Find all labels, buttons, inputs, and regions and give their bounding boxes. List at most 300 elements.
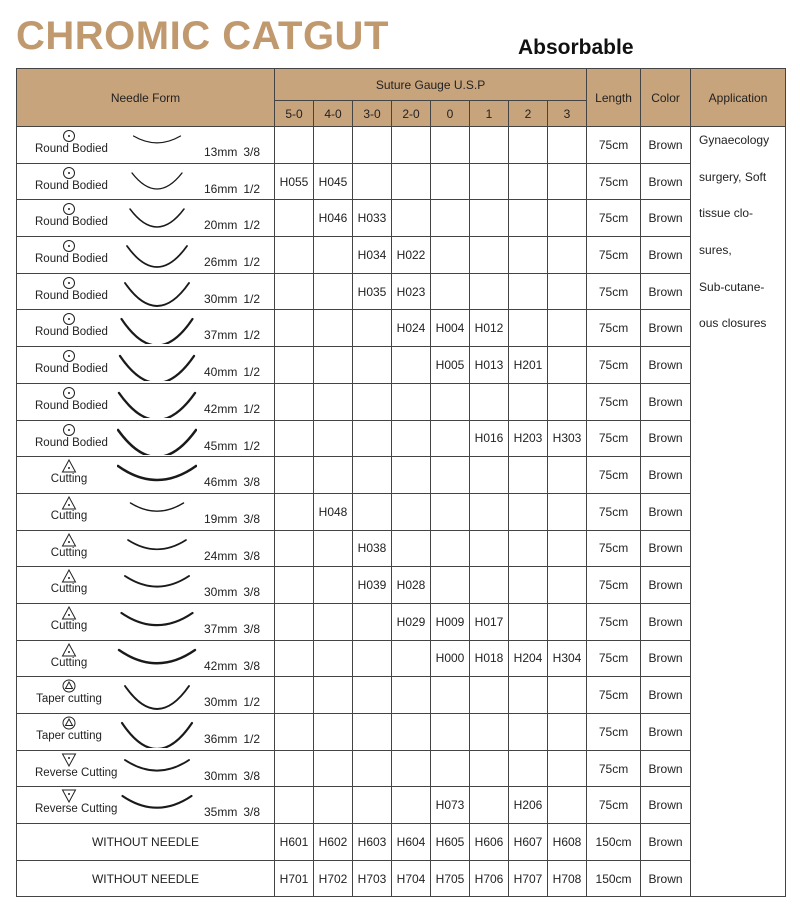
product-code-cell [392, 787, 431, 824]
needle-size: 30mm [204, 695, 238, 710]
color-cell: Brown [641, 127, 691, 164]
needle-size: 40mm [204, 365, 238, 380]
product-code-cell [353, 347, 392, 384]
length-cell: 75cm [587, 787, 641, 824]
length-cell: 75cm [587, 457, 641, 494]
product-code-cell [509, 530, 548, 567]
needle-curve-icon [117, 461, 197, 491]
product-code-cell [275, 530, 314, 567]
cutting-point-icon [61, 459, 77, 473]
length-header: Length [587, 69, 641, 127]
cutting-point-icon [61, 496, 77, 510]
product-code-cell: H034 [353, 237, 392, 274]
color-cell: Brown [641, 200, 691, 237]
product-code-cell [275, 640, 314, 677]
application-header: Application [691, 69, 786, 127]
needle-size: 24mm [204, 548, 238, 563]
point-type-label: Round Bodied [35, 289, 108, 302]
product-code-cell [431, 200, 470, 237]
gauge-header: 3-0 [353, 101, 392, 127]
needle-curvature: 1/2 [243, 218, 261, 233]
product-code-cell: H605 [431, 824, 470, 861]
product-code-cell [548, 347, 587, 384]
product-code-cell [431, 127, 470, 164]
length-cell: 75cm [587, 420, 641, 457]
product-code-cell: H029 [392, 603, 431, 640]
product-code-cell [470, 567, 509, 604]
product-code-cell: H603 [353, 824, 392, 861]
needle-curvature: 3/8 [243, 548, 261, 563]
product-code-cell [314, 750, 353, 787]
point-type-label: Cutting [50, 509, 88, 522]
product-code-cell [275, 420, 314, 457]
needle-curvature: 3/8 [243, 658, 261, 673]
needle-curve-icon [117, 645, 197, 675]
needle-form-cell [17, 163, 275, 200]
round-point-icon [61, 166, 77, 180]
product-code-cell [353, 310, 392, 347]
gauge-header: 0 [431, 101, 470, 127]
length-cell: 75cm [587, 677, 641, 714]
reverse-cutting-point-icon [61, 789, 77, 803]
point-type-label: Cutting [50, 473, 88, 486]
product-code-cell [509, 163, 548, 200]
product-code-cell [548, 127, 587, 164]
needle-curve-icon [117, 535, 197, 565]
product-code-cell [548, 603, 587, 640]
needle-curve-icon [117, 681, 197, 711]
table-row [17, 677, 786, 714]
product-code-cell: H604 [392, 824, 431, 861]
product-code-cell [548, 237, 587, 274]
product-code-cell [548, 200, 587, 237]
needle-size: 37mm [204, 621, 238, 636]
product-code-cell [392, 493, 431, 530]
point-type-label: Reverse Cutting [35, 766, 118, 779]
table-row [17, 200, 786, 237]
product-code-cell: H708 [548, 860, 587, 897]
needle-curvature: 3/8 [243, 768, 261, 783]
suture-spec-table [16, 68, 786, 897]
product-code-cell [548, 787, 587, 824]
product-code-cell [314, 347, 353, 384]
product-code-cell: H017 [470, 603, 509, 640]
product-code-cell [509, 750, 548, 787]
needle-curve-icon [117, 755, 197, 785]
needle-curvature: 1/2 [243, 365, 261, 380]
needle-form-cell [17, 383, 275, 420]
product-code-cell [353, 750, 392, 787]
product-code-cell [509, 273, 548, 310]
product-code-cell: H023 [392, 273, 431, 310]
product-code-cell: H073 [431, 787, 470, 824]
product-code-cell [392, 640, 431, 677]
product-code-cell [431, 457, 470, 494]
needle-form-cell [17, 567, 275, 604]
product-code-cell [509, 567, 548, 604]
length-cell: 150cm [587, 860, 641, 897]
point-type-label: Round Bodied [35, 326, 108, 339]
color-cell: Brown [641, 310, 691, 347]
table-row [17, 750, 786, 787]
product-code-cell [392, 714, 431, 751]
product-code-cell: H000 [431, 640, 470, 677]
product-code-cell [470, 750, 509, 787]
product-code-cell [353, 787, 392, 824]
point-type-label: Cutting [50, 619, 88, 632]
needle-form-cell [17, 750, 275, 787]
product-code-cell [275, 750, 314, 787]
point-type-label: Reverse Cutting [35, 803, 118, 816]
needle-curvature: 1/2 [243, 328, 261, 343]
needle-curve-icon [117, 351, 197, 381]
product-code-cell [314, 127, 353, 164]
product-code-cell: H018 [470, 640, 509, 677]
table-row [17, 824, 786, 861]
product-code-cell [275, 200, 314, 237]
gauge-header: 5-0 [275, 101, 314, 127]
round-point-icon [61, 423, 77, 437]
product-code-cell [314, 714, 353, 751]
needle-form-cell [17, 127, 275, 164]
product-code-cell [548, 750, 587, 787]
product-code-cell [548, 714, 587, 751]
product-code-cell [470, 200, 509, 237]
round-point-icon [61, 349, 77, 363]
application-line: surgery, Soft [699, 169, 767, 184]
product-code-cell: H703 [353, 860, 392, 897]
product-code-cell [548, 493, 587, 530]
product-code-cell: H013 [470, 347, 509, 384]
color-cell: Brown [641, 237, 691, 274]
product-code-cell [275, 310, 314, 347]
product-code-cell [392, 347, 431, 384]
product-code-cell [353, 163, 392, 200]
table-row [17, 127, 786, 164]
needle-size: 16mm [204, 181, 238, 196]
length-cell: 75cm [587, 383, 641, 420]
point-type-label: Round Bodied [35, 253, 108, 266]
product-code-cell: H004 [431, 310, 470, 347]
round-point-icon [61, 386, 77, 400]
product-code-cell: H701 [275, 860, 314, 897]
needle-form-cell [17, 457, 275, 494]
color-cell: Brown [641, 347, 691, 384]
product-code-cell: H606 [470, 824, 509, 861]
needle-curvature: 1/2 [243, 291, 261, 306]
color-cell: Brown [641, 714, 691, 751]
cutting-point-icon [61, 569, 77, 583]
needle-size: 42mm [204, 401, 238, 416]
product-code-cell [470, 273, 509, 310]
needle-curve-icon [117, 498, 197, 528]
product-code-cell [509, 237, 548, 274]
product-code-cell [431, 273, 470, 310]
product-code-cell [392, 163, 431, 200]
table-row [17, 787, 786, 824]
product-code-cell [314, 787, 353, 824]
product-code-cell [314, 420, 353, 457]
product-code-cell: H607 [509, 824, 548, 861]
cutting-point-icon [61, 606, 77, 620]
point-type-label: Taper cutting [36, 730, 102, 742]
product-code-cell: H022 [392, 237, 431, 274]
length-cell: 75cm [587, 273, 641, 310]
needle-size: 30mm [204, 585, 238, 600]
table-row [17, 714, 786, 751]
product-code-cell [509, 714, 548, 751]
product-code-cell: H055 [275, 163, 314, 200]
needle-form-cell [17, 677, 275, 714]
product-code-cell [431, 237, 470, 274]
product-code-cell: H045 [314, 163, 353, 200]
product-code-cell [353, 457, 392, 494]
product-code-cell [470, 383, 509, 420]
product-code-cell [314, 603, 353, 640]
color-cell: Brown [641, 824, 691, 861]
round-point-icon [61, 312, 77, 326]
length-cell: 75cm [587, 750, 641, 787]
needle-size: 45mm [204, 438, 238, 453]
point-type-label: Round Bodied [35, 179, 108, 192]
product-code-cell: H706 [470, 860, 509, 897]
length-cell: 75cm [587, 310, 641, 347]
needle-curvature: 1/2 [243, 401, 261, 416]
suture-gauge-header: Suture Gauge U.S.P [275, 69, 587, 101]
product-code-cell [548, 383, 587, 420]
product-code-cell: H602 [314, 824, 353, 861]
product-code-cell [509, 493, 548, 530]
product-code-cell [470, 714, 509, 751]
product-code-cell: H204 [509, 640, 548, 677]
product-code-cell [470, 493, 509, 530]
cutting-point-icon [61, 533, 77, 547]
needle-curvature: 1/2 [243, 438, 261, 453]
reverse-cutting-point-icon [61, 753, 77, 767]
needle-form-cell [17, 787, 275, 824]
table-row [17, 347, 786, 384]
product-code-cell [353, 714, 392, 751]
length-cell: 150cm [587, 824, 641, 861]
needle-curvature: 1/2 [243, 732, 261, 746]
round-point-icon [61, 239, 77, 253]
product-code-cell [392, 677, 431, 714]
needle-curvature: 1/2 [243, 695, 261, 710]
product-code-cell [548, 163, 587, 200]
product-code-cell [431, 677, 470, 714]
without-needle-label: WITHOUT NEEDLE [17, 860, 275, 897]
product-code-cell [548, 273, 587, 310]
product-code-cell [548, 530, 587, 567]
needle-size: 30mm [204, 768, 238, 783]
product-code-cell: H304 [548, 640, 587, 677]
point-type-label: Cutting [50, 546, 88, 559]
product-code-cell [275, 273, 314, 310]
product-code-cell [548, 677, 587, 714]
product-code-cell [353, 127, 392, 164]
needle-curve-icon [117, 608, 197, 638]
product-code-cell [392, 750, 431, 787]
color-cell: Brown [641, 640, 691, 677]
product-code-cell [275, 457, 314, 494]
needle-curve-icon [117, 571, 197, 601]
needle-form-cell [17, 310, 275, 347]
table-row [17, 310, 786, 347]
table-row [17, 163, 786, 200]
product-code-cell [275, 603, 314, 640]
product-code-cell [275, 787, 314, 824]
product-code-cell: H702 [314, 860, 353, 897]
product-code-cell: H009 [431, 603, 470, 640]
product-code-cell [548, 457, 587, 494]
product-code-cell: H005 [431, 347, 470, 384]
needle-curve-icon [117, 204, 197, 234]
needle-curvature: 3/8 [243, 805, 261, 820]
needle-size: 20mm [204, 218, 238, 233]
product-code-cell [431, 567, 470, 604]
table-row [17, 640, 786, 677]
product-code-cell [275, 383, 314, 420]
table-row [17, 457, 786, 494]
product-code-cell: H704 [392, 860, 431, 897]
application-line: sures, [699, 243, 732, 258]
needle-form-cell [17, 530, 275, 567]
product-code-cell: H608 [548, 824, 587, 861]
product-code-cell [275, 677, 314, 714]
product-code-cell [509, 677, 548, 714]
product-code-cell [353, 383, 392, 420]
needle-curvature: 3/8 [243, 475, 261, 490]
gauge-header: 1 [470, 101, 509, 127]
product-code-cell [275, 347, 314, 384]
length-cell: 75cm [587, 714, 641, 751]
product-code-cell [392, 127, 431, 164]
product-code-cell [431, 383, 470, 420]
needle-size: 26mm [204, 255, 238, 270]
color-cell: Brown [641, 750, 691, 787]
product-code-cell [470, 163, 509, 200]
product-code-cell: H039 [353, 567, 392, 604]
application-line: Sub-cutane- [699, 279, 765, 294]
product-code-cell: H201 [509, 347, 548, 384]
application-line: Gynaecology [699, 133, 770, 147]
needle-curve-icon [117, 241, 197, 271]
application-cell [691, 127, 786, 897]
needle-size: 35mm [204, 805, 238, 820]
length-cell: 75cm [587, 640, 641, 677]
round-point-icon [61, 276, 77, 290]
color-cell: Brown [641, 567, 691, 604]
product-code-cell [392, 530, 431, 567]
product-code-cell [353, 677, 392, 714]
length-cell: 75cm [587, 493, 641, 530]
product-code-cell [548, 567, 587, 604]
table-row [17, 273, 786, 310]
needle-curvature: 3/8 [243, 511, 261, 526]
product-code-cell: H016 [470, 420, 509, 457]
length-cell: 75cm [587, 237, 641, 274]
table-row [17, 237, 786, 274]
needle-size: 46mm [204, 475, 238, 490]
needle-size: 37mm [204, 328, 238, 343]
product-code-cell: H012 [470, 310, 509, 347]
taper-cutting-point-icon [61, 679, 77, 693]
needle-curve-icon [117, 718, 197, 748]
product-code-cell [314, 567, 353, 604]
color-cell: Brown [641, 493, 691, 530]
needle-curve-icon [117, 168, 197, 198]
table-row [17, 420, 786, 457]
product-code-cell [392, 383, 431, 420]
product-code-cell [431, 714, 470, 751]
product-code-cell [314, 273, 353, 310]
color-cell: Brown [641, 383, 691, 420]
product-code-cell [431, 493, 470, 530]
length-cell: 75cm [587, 200, 641, 237]
needle-form-cell [17, 603, 275, 640]
product-code-cell [275, 493, 314, 530]
product-code-cell: H707 [509, 860, 548, 897]
needle-curve-icon [117, 314, 197, 344]
application-line: tissue clo- [699, 206, 754, 221]
product-code-cell: H203 [509, 420, 548, 457]
color-cell: Brown [641, 603, 691, 640]
length-cell: 75cm [587, 530, 641, 567]
product-code-cell [431, 420, 470, 457]
needle-curve-icon [117, 425, 197, 455]
needle-form-cell [17, 714, 275, 751]
needle-curve-icon [117, 278, 197, 308]
product-code-cell: H206 [509, 787, 548, 824]
product-code-cell: H601 [275, 824, 314, 861]
product-code-cell [548, 310, 587, 347]
point-type-label: Taper cutting [36, 693, 102, 706]
cutting-point-icon [61, 643, 77, 657]
gauge-header: 2 [509, 101, 548, 127]
product-code-cell: H048 [314, 493, 353, 530]
needle-form-cell [17, 493, 275, 530]
product-code-cell [392, 420, 431, 457]
needle-curvature: 1/2 [243, 255, 261, 270]
needle-size: 42mm [204, 658, 238, 673]
color-cell: Brown [641, 860, 691, 897]
color-cell: Brown [641, 273, 691, 310]
length-cell: 75cm [587, 163, 641, 200]
product-code-cell [392, 200, 431, 237]
needle-curvature: 3/8 [243, 145, 261, 159]
product-title: CHROMIC CATGUT [16, 14, 389, 58]
product-code-cell [314, 310, 353, 347]
gauge-header: 3 [548, 101, 587, 127]
table-row [17, 493, 786, 530]
product-code-cell [314, 640, 353, 677]
product-code-cell [353, 640, 392, 677]
needle-curvature: 3/8 [243, 585, 261, 600]
product-code-cell: H038 [353, 530, 392, 567]
product-code-cell [353, 603, 392, 640]
round-point-icon [61, 202, 77, 216]
product-code-cell [509, 603, 548, 640]
needle-curve-icon [117, 791, 197, 821]
product-code-cell [275, 237, 314, 274]
gauge-header: 2-0 [392, 101, 431, 127]
product-code-cell [314, 457, 353, 494]
needle-curvature: 1/2 [243, 181, 261, 196]
product-code-cell: H303 [548, 420, 587, 457]
product-code-cell [314, 530, 353, 567]
needle-form-cell [17, 200, 275, 237]
table-row [17, 603, 786, 640]
